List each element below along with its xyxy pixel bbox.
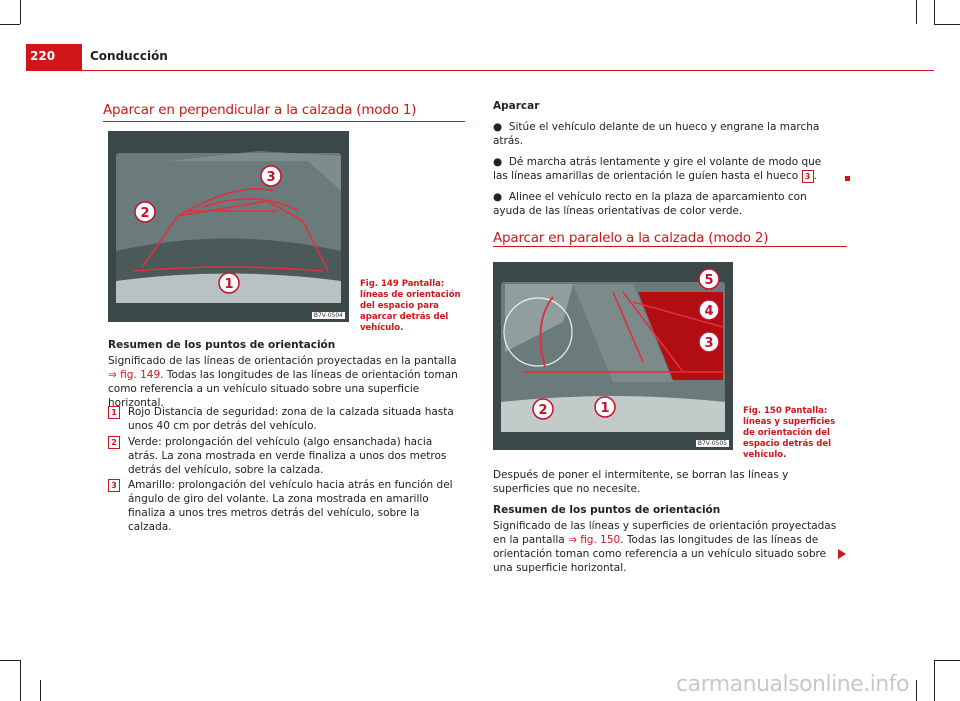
crop-mark [916, 0, 917, 24]
list-item [108, 435, 463, 477]
crop-mark [934, 24, 960, 25]
crop-mark [0, 24, 20, 25]
list-item [108, 405, 463, 433]
crop-mark [20, 0, 21, 24]
bullet-end: . [813, 170, 817, 182]
crop-mark [40, 680, 41, 701]
figure-150-illustration [493, 262, 733, 450]
aparcar-bullet [493, 155, 838, 183]
fig150-marker-1: 1 [600, 401, 610, 416]
bullet-text: Alinee el vehículo recto en la plaza de aparcamiento con ayuda de las líneas orientativas de color verde. [493, 191, 807, 217]
bullet-text: Dé marcha atrás lentamente y gire el volante de modo que las líneas amarillas de orientación le guíen hasta el hueco [493, 156, 822, 182]
figure-149-illustration [108, 131, 349, 322]
figure-149 [108, 131, 349, 322]
fig150-marker-4: 4 [704, 304, 714, 319]
summary-heading: Resumen de los puntos de orientación [493, 504, 721, 516]
watermark: carmanualsonline.info [676, 672, 909, 697]
section-end-marker [845, 176, 850, 181]
figure-tag: B7V-0504 [313, 312, 343, 319]
fig150-marker-2: 2 [538, 403, 548, 418]
figure-150-caption: Fig. 150 Pantalla: líneas y superficies de orientación del espacio detrás del vehículo. [743, 406, 836, 460]
bullet-icon: ● [493, 191, 509, 203]
bullet-icon: ● [493, 121, 509, 133]
fig150-marker-5: 5 [704, 273, 714, 288]
figure-150 [493, 262, 733, 450]
figure-149-caption: Fig. 149 Pantalla: líneas de orientación del espacio para aparcar detrás del vehículo. [360, 279, 461, 333]
fig150-marker-3: 3 [704, 336, 714, 351]
fig149-marker-2: 2 [140, 206, 150, 221]
item-text: Rojo Distancia de seguridad: zona de la calzada situada hasta unos 40 cm por detrás del vehículo. [128, 406, 454, 432]
section-title-parallel: Aparcar en paralelo a la calzada (modo 2) [493, 230, 769, 246]
fig-150-link[interactable]: ⇒ fig. 150 [568, 534, 621, 546]
figure-tag: B7V-0505 [697, 440, 727, 447]
summary-intro [493, 519, 845, 575]
section-rule [493, 246, 847, 247]
list-item [108, 478, 463, 534]
summary-heading: Resumen de los puntos de orientación [108, 339, 336, 351]
section-rule [103, 121, 465, 122]
aparcar-block [493, 99, 838, 218]
bullet-text: Sitúe el vehículo delante de un hueco y engrane la marcha atrás. [493, 121, 820, 147]
item-number-badge: 1 [108, 406, 120, 419]
fig-149-link[interactable]: ⇒ fig. 149 [108, 369, 161, 381]
header-rule [26, 70, 934, 71]
aparcar-bullet [493, 190, 838, 218]
page-number: 220 [30, 49, 56, 63]
crop-mark [0, 660, 20, 661]
bullet-icon: ● [493, 156, 509, 168]
chapter-title: Conducción [90, 49, 168, 63]
summary-intro-text: Significado de las líneas y superficies de orientación proyectadas en la pantalla [493, 520, 837, 546]
item-number-badge: 3 [802, 170, 814, 183]
item-number-badge: 3 [108, 479, 120, 492]
section2-body [493, 468, 845, 581]
crop-mark [934, 0, 935, 24]
crop-mark [934, 660, 960, 661]
fig149-marker-1: 1 [224, 277, 234, 292]
summary-intro-rest: . Todas las longitudes de las líneas de orientación toman como referencia a un vehículo situado sobre una superficie horizontal. [108, 369, 458, 409]
summary-intro [108, 354, 463, 410]
section-title-perpendicular: Aparcar en perpendicular a la calzada (modo 1) [103, 102, 417, 118]
item-number-badge: 2 [108, 436, 120, 449]
crop-mark [934, 660, 935, 701]
fig149-marker-3: 3 [266, 170, 276, 185]
summary-intro-rest: . Todas las longitudes de las líneas de orientación toman como referencia a un vehículo situado sobre una superficie horizontal. [493, 534, 827, 574]
crop-mark [20, 660, 21, 701]
after-text: Después de poner el intermitente, se borran las líneas y superficies que no necesite. [493, 469, 789, 495]
crop-mark [916, 680, 917, 701]
summary-intro-text: Significado de las líneas de orientación proyectadas en la pantalla [108, 355, 457, 367]
item-text: Amarillo: prolongación del vehículo hacia atrás en función del ángulo de giro del volante. La zona mostrada en amarillo finaliza a unos tres metros detrás del vehículo, sobre la calzada. [128, 479, 453, 533]
continue-arrow-icon [838, 549, 846, 559]
aparcar-heading: Aparcar [493, 100, 540, 112]
item-text: Verde: prolongación del vehículo (algo ensanchada) hacia atrás. La zona mostrada en verde finaliza a unos dos metros detrás del vehículo, sobre la calzada. [128, 436, 447, 476]
aparcar-bullet [493, 120, 838, 148]
